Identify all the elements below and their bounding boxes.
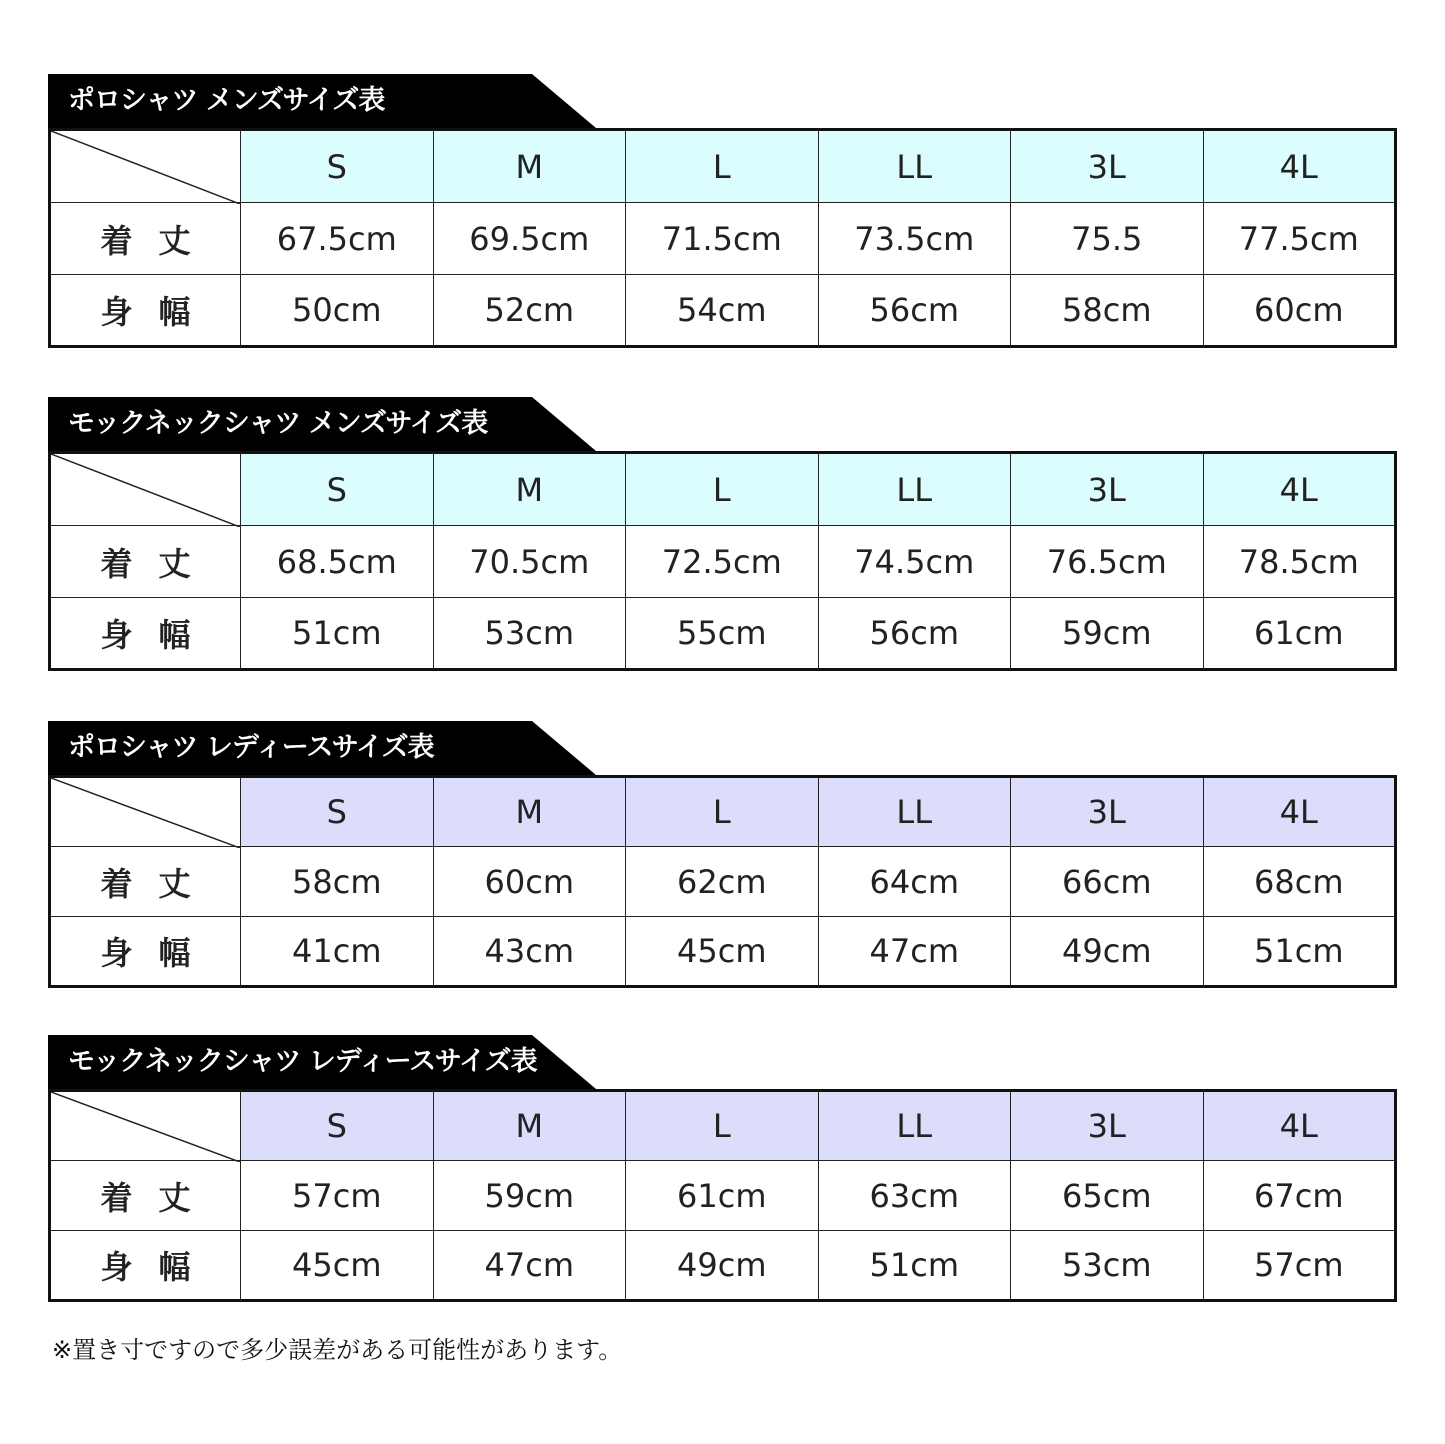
value-cell: 69.5cm	[433, 203, 626, 275]
value-cell: 78.5cm	[1203, 526, 1396, 598]
value-cell: 55cm	[626, 598, 819, 670]
value-cell: 67.5cm	[241, 203, 434, 275]
value-cell: 49cm	[626, 1231, 819, 1301]
value-cell: 59cm	[1011, 598, 1204, 670]
corner-cell	[50, 453, 241, 526]
value-cell: 53cm	[433, 598, 626, 670]
value-cell: 73.5cm	[818, 203, 1011, 275]
value-cell: 47cm	[433, 1231, 626, 1301]
table-row	[50, 598, 1396, 670]
value-cell: 61cm	[1203, 598, 1396, 670]
size-header: 4L	[1203, 777, 1396, 847]
row-label-length: 着丈	[50, 526, 241, 598]
value-cell: 47cm	[818, 917, 1011, 987]
table-row	[50, 917, 1396, 987]
row-label-width: 身幅	[50, 1231, 241, 1301]
table-row	[50, 275, 1396, 347]
size-header: M	[433, 1091, 626, 1161]
value-cell: 59cm	[433, 1161, 626, 1231]
size-table	[48, 1089, 1397, 1302]
value-cell: 60cm	[433, 847, 626, 917]
row-label-width: 身幅	[50, 598, 241, 670]
value-cell: 68.5cm	[241, 526, 434, 598]
value-cell: 45cm	[626, 917, 819, 987]
diagonal-line	[51, 1092, 240, 1162]
table-title-tab	[48, 74, 596, 128]
value-cell: 51cm	[1203, 917, 1396, 987]
size-header: 4L	[1203, 1091, 1396, 1161]
row-label-width: 身幅	[50, 917, 241, 987]
value-cell: 64cm	[818, 847, 1011, 917]
size-header: S	[241, 1091, 434, 1161]
value-cell: 72.5cm	[626, 526, 819, 598]
value-cell: 75.5	[1011, 203, 1204, 275]
table-title-tab	[48, 397, 596, 451]
size-header: L	[626, 777, 819, 847]
corner-cell	[50, 777, 241, 847]
value-cell: 56cm	[818, 275, 1011, 347]
value-cell: 68cm	[1203, 847, 1396, 917]
corner-cell	[50, 1091, 241, 1161]
value-cell: 67cm	[1203, 1161, 1396, 1231]
table-title-tab	[48, 721, 596, 775]
size-header: LL	[818, 453, 1011, 526]
size-header: S	[241, 453, 434, 526]
value-cell: 49cm	[1011, 917, 1204, 987]
diagonal-line	[51, 454, 240, 527]
size-header: L	[626, 453, 819, 526]
value-cell: 60cm	[1203, 275, 1396, 347]
size-header: LL	[818, 777, 1011, 847]
value-cell: 63cm	[818, 1161, 1011, 1231]
value-cell: 71.5cm	[626, 203, 819, 275]
table-row	[50, 1161, 1396, 1231]
size-header: L	[626, 1091, 819, 1161]
value-cell: 65cm	[1011, 1161, 1204, 1231]
size-header: S	[241, 130, 434, 203]
row-label-length: 着丈	[50, 1161, 241, 1231]
size-header: 4L	[1203, 130, 1396, 203]
row-label-length: 着丈	[50, 203, 241, 275]
table-row	[50, 1231, 1396, 1301]
size-header: 4L	[1203, 453, 1396, 526]
value-cell: 61cm	[626, 1161, 819, 1231]
table-title: モックネックシャツ レディースサイズ表	[68, 1046, 537, 1077]
value-cell: 54cm	[626, 275, 819, 347]
value-cell: 66cm	[1011, 847, 1204, 917]
size-table-block	[48, 721, 1397, 988]
value-cell: 41cm	[241, 917, 434, 987]
size-header: 3L	[1011, 777, 1204, 847]
value-cell: 52cm	[433, 275, 626, 347]
table-title: ポロシャツ レディースサイズ表	[68, 732, 434, 763]
size-header: M	[433, 777, 626, 847]
table-row	[50, 526, 1396, 598]
row-label-length: 着丈	[50, 847, 241, 917]
row-label-width: 身幅	[50, 275, 241, 347]
value-cell: 56cm	[818, 598, 1011, 670]
value-cell: 43cm	[433, 917, 626, 987]
value-cell: 53cm	[1011, 1231, 1204, 1301]
value-cell: 70.5cm	[433, 526, 626, 598]
value-cell: 62cm	[626, 847, 819, 917]
value-cell: 77.5cm	[1203, 203, 1396, 275]
size-table	[48, 451, 1397, 671]
corner-cell	[50, 130, 241, 203]
size-header: LL	[818, 130, 1011, 203]
size-table-block	[48, 74, 1397, 348]
diagonal-line	[51, 131, 240, 204]
value-cell: 58cm	[241, 847, 434, 917]
size-header: M	[433, 453, 626, 526]
value-cell: 74.5cm	[818, 526, 1011, 598]
table-title-tab	[48, 1035, 596, 1089]
size-table	[48, 128, 1397, 348]
value-cell: 76.5cm	[1011, 526, 1204, 598]
table-row	[50, 203, 1396, 275]
size-header: S	[241, 777, 434, 847]
size-header: 3L	[1011, 1091, 1204, 1161]
size-table-block	[48, 397, 1397, 671]
size-header: 3L	[1011, 130, 1204, 203]
value-cell: 57cm	[241, 1161, 434, 1231]
value-cell: 57cm	[1203, 1231, 1396, 1301]
size-table	[48, 775, 1397, 988]
table-row	[50, 847, 1396, 917]
diagonal-line	[51, 778, 240, 848]
table-title: ポロシャツ メンズサイズ表	[68, 85, 385, 116]
size-header: L	[626, 130, 819, 203]
footnote: ※置き寸ですので多少誤差がある可能性があります。	[52, 1336, 623, 1364]
size-header: M	[433, 130, 626, 203]
size-header: LL	[818, 1091, 1011, 1161]
value-cell: 45cm	[241, 1231, 434, 1301]
value-cell: 51cm	[818, 1231, 1011, 1301]
table-title: モックネックシャツ メンズサイズ表	[68, 408, 488, 439]
value-cell: 51cm	[241, 598, 434, 670]
value-cell: 58cm	[1011, 275, 1204, 347]
size-table-block	[48, 1035, 1397, 1302]
value-cell: 50cm	[241, 275, 434, 347]
size-header: 3L	[1011, 453, 1204, 526]
